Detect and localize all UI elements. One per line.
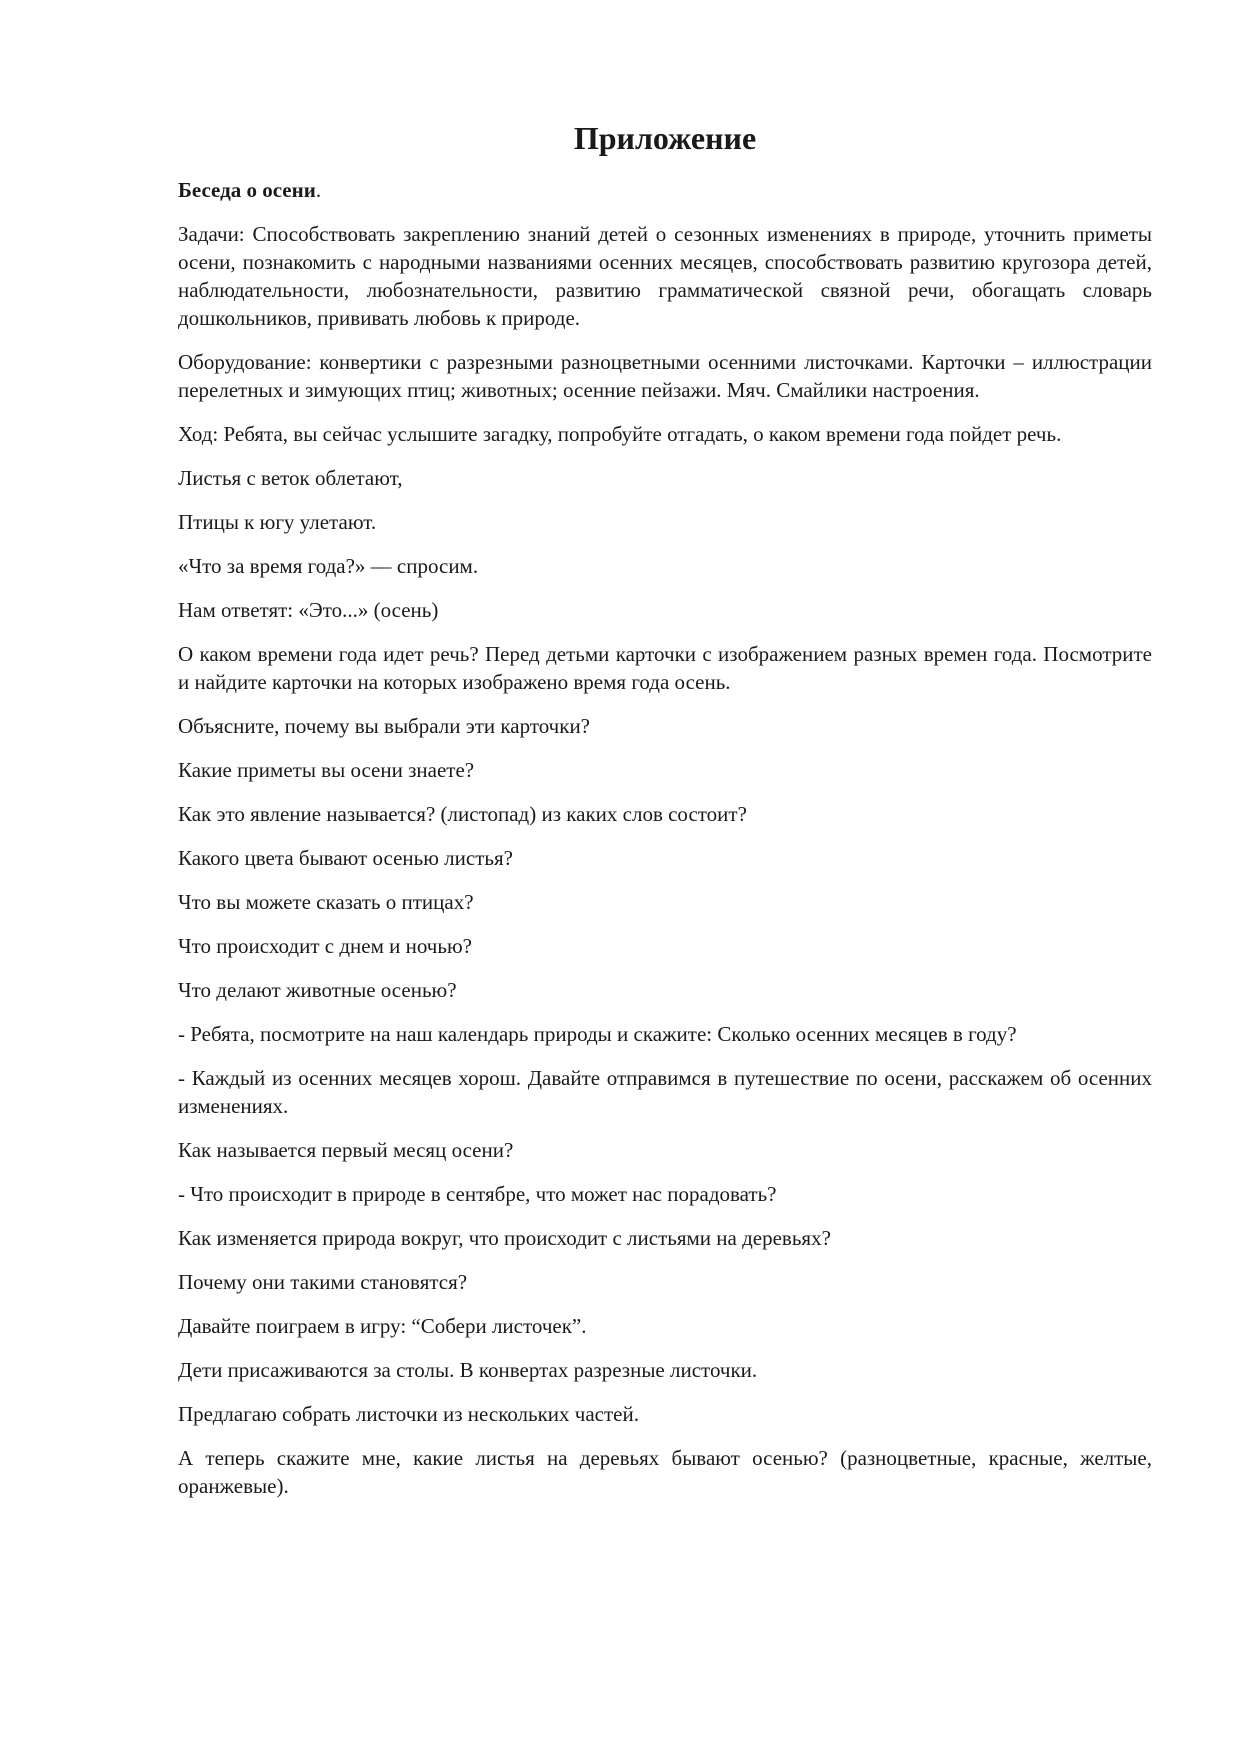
page-title: Приложение	[573, 120, 757, 156]
question-birds: Что вы можете сказать о птицах?	[178, 890, 474, 914]
riddle-line-2: Птицы к югу улетают.	[178, 510, 377, 534]
section-heading-bold: Беседа о осени	[178, 178, 316, 202]
question-september: - Что происходит в природе в сентябре, что может нас порадовать?	[178, 1182, 777, 1206]
paragraph-equipment: Оборудование: конвертики с разрезными разноцветными осенними листочками. Карточки – иллюстрации перелетных и зимующих птиц; животных; осенние пейзажи. Мяч. Смайлики настроения.	[178, 350, 1152, 402]
paragraph-journey: - Каждый из осенних месяцев хорош. Давайте отправимся в путешествие по осени, расскажем об осенних изменениях.	[178, 1066, 1152, 1118]
paragraph-question-season: О каком времени года идет речь? Перед детьми карточки с изображением разных времен года. Посмотрите и найдите карточки на которых изображено время года осень.	[178, 642, 1152, 694]
game-intro: Давайте поиграем в игру: “Собери листочек”.	[178, 1314, 587, 1338]
question-leaf-fall: Как это явление называется? (листопад) из каких слов состоит?	[178, 802, 747, 826]
question-explain: Объясните, почему вы выбрали эти карточки?	[178, 714, 591, 738]
question-why: Почему они такими становятся?	[178, 1270, 468, 1294]
question-day-night: Что происходит с днем и ночью?	[178, 934, 472, 958]
section-heading-tail: .	[315, 178, 322, 202]
children-seated: Дети присаживаются за столы. В конвертах разрезные листочки.	[178, 1358, 758, 1382]
riddle-line-4: Нам ответят: «Это...» (осень)	[178, 598, 439, 622]
paragraph-calendar: - Ребята, посмотрите на наш календарь природы и скажите: Сколько осенних месяцев в году?	[178, 1022, 1017, 1046]
question-leaf-color: Какого цвета бывают осенью листья?	[178, 846, 513, 870]
paragraph-tasks: Задачи: Способствовать закреплению знаний детей о сезонных изменениях в природе, уточнить приметы осени, познакомить с народными названиями осенних месяцев, способствовать развитию кругозора детей, наблюдательности, любознательности, развитию грамматической связной речи, обогащать словарь дошкольников, прививать любовь к природе.	[178, 222, 1152, 330]
question-first-month: Как называется первый месяц осени?	[178, 1138, 514, 1162]
riddle-line-1: Листья с веток облетают,	[178, 466, 403, 490]
question-animals: Что делают животные осенью?	[178, 978, 457, 1002]
riddle-line-3: «Что за время года?» — спросим.	[178, 554, 479, 578]
section-heading	[178, 176, 1152, 204]
assemble-leaves: Предлагаю собрать листочки из нескольких частей.	[178, 1402, 639, 1426]
paragraph-procedure: Ход: Ребята, вы сейчас услышите загадку, попробуйте отгадать, о каком времени года пойдет речь.	[178, 422, 1062, 446]
paragraph-leaf-colors: А теперь скажите мне, какие листья на деревьях бывают осенью? (разноцветные, красные, желтые, оранжевые).	[178, 1446, 1152, 1498]
document-page	[178, 118, 1152, 1516]
question-signs: Какие приметы вы осени знаете?	[178, 758, 475, 782]
question-nature-change: Как изменяется природа вокруг, что происходит с листьями на деревьях?	[178, 1226, 831, 1250]
